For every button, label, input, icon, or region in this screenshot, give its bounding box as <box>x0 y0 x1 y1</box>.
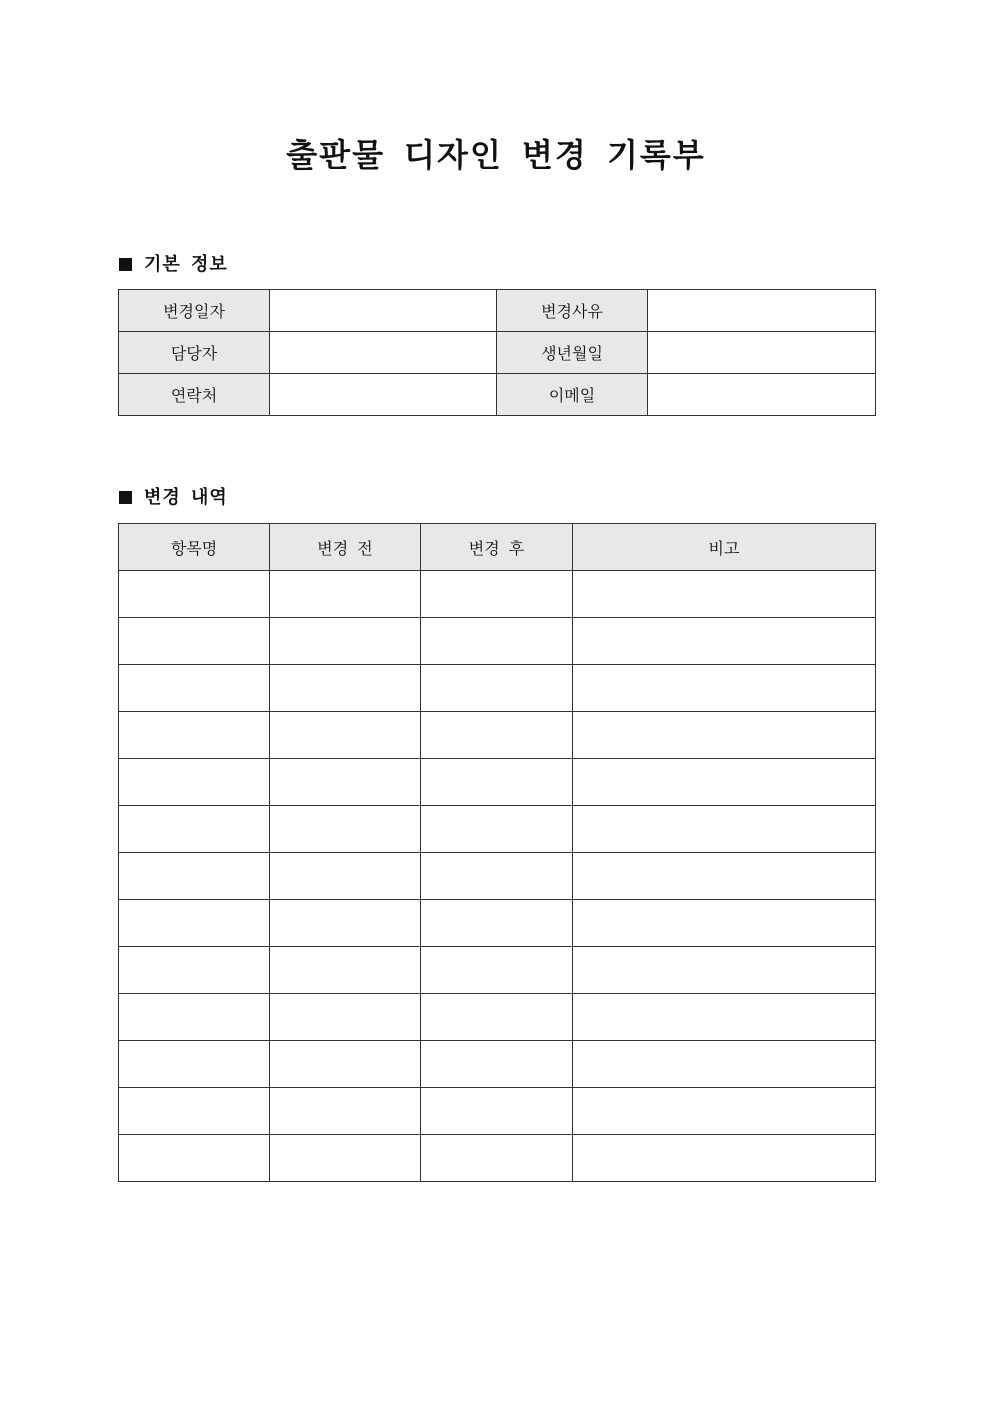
square-bullet-icon <box>119 258 132 271</box>
birth-date-field[interactable] <box>648 332 876 374</box>
after-cell[interactable] <box>421 853 573 900</box>
after-cell[interactable] <box>421 806 573 853</box>
after-cell[interactable] <box>421 947 573 994</box>
item-name-cell[interactable] <box>119 1135 270 1182</box>
remarks-cell[interactable] <box>573 1135 876 1182</box>
remarks-cell[interactable] <box>573 665 876 712</box>
table-row <box>119 853 876 900</box>
after-cell[interactable] <box>421 994 573 1041</box>
column-header-item-name: 항목명 <box>119 524 270 571</box>
after-cell[interactable] <box>421 759 573 806</box>
before-cell[interactable] <box>270 759 421 806</box>
remarks-cell[interactable] <box>573 759 876 806</box>
square-bullet-icon <box>119 491 132 504</box>
after-cell[interactable] <box>421 571 573 618</box>
after-cell[interactable] <box>421 665 573 712</box>
change-reason-label: 변경사유 <box>497 290 648 332</box>
item-name-cell[interactable] <box>119 900 270 947</box>
after-cell[interactable] <box>421 900 573 947</box>
table-row <box>119 332 876 374</box>
basic-info-table <box>118 289 876 416</box>
table-row <box>119 759 876 806</box>
column-header-before: 변경 전 <box>270 524 421 571</box>
remarks-cell[interactable] <box>573 900 876 947</box>
change-history-table <box>118 523 876 1182</box>
table-row <box>119 1135 876 1182</box>
table-header-row <box>119 524 876 571</box>
column-header-remarks: 비고 <box>573 524 876 571</box>
table-row <box>119 994 876 1041</box>
change-reason-field[interactable] <box>648 290 876 332</box>
after-cell[interactable] <box>421 618 573 665</box>
before-cell[interactable] <box>270 1088 421 1135</box>
before-cell[interactable] <box>270 1041 421 1088</box>
item-name-cell[interactable] <box>119 806 270 853</box>
before-cell[interactable] <box>270 947 421 994</box>
table-row <box>119 947 876 994</box>
before-cell[interactable] <box>270 806 421 853</box>
table-row <box>119 1088 876 1135</box>
basic-info-heading <box>119 253 228 277</box>
table-row <box>119 1041 876 1088</box>
table-row <box>119 900 876 947</box>
before-cell[interactable] <box>270 994 421 1041</box>
contact-field[interactable] <box>270 374 497 416</box>
table-row <box>119 712 876 759</box>
before-cell[interactable] <box>270 618 421 665</box>
column-header-after: 변경 후 <box>421 524 573 571</box>
remarks-cell[interactable] <box>573 994 876 1041</box>
item-name-cell[interactable] <box>119 853 270 900</box>
before-cell[interactable] <box>270 712 421 759</box>
change-date-field[interactable] <box>270 290 497 332</box>
before-cell[interactable] <box>270 665 421 712</box>
email-label: 이메일 <box>497 374 648 416</box>
contact-label: 연락처 <box>119 374 270 416</box>
table-row <box>119 806 876 853</box>
change-history-body <box>119 571 876 1182</box>
before-cell[interactable] <box>270 571 421 618</box>
table-row <box>119 571 876 618</box>
item-name-cell[interactable] <box>119 1041 270 1088</box>
item-name-cell[interactable] <box>119 571 270 618</box>
after-cell[interactable] <box>421 1041 573 1088</box>
item-name-cell[interactable] <box>119 712 270 759</box>
birth-date-label: 생년월일 <box>497 332 648 374</box>
change-history-heading-text: 변경 내역 <box>144 487 228 508</box>
item-name-cell[interactable] <box>119 759 270 806</box>
remarks-cell[interactable] <box>573 1088 876 1135</box>
remarks-cell[interactable] <box>573 806 876 853</box>
remarks-cell[interactable] <box>573 571 876 618</box>
change-date-label: 변경일자 <box>119 290 270 332</box>
remarks-cell[interactable] <box>573 853 876 900</box>
after-cell[interactable] <box>421 712 573 759</box>
manager-field[interactable] <box>270 332 497 374</box>
item-name-cell[interactable] <box>119 618 270 665</box>
item-name-cell[interactable] <box>119 1088 270 1135</box>
item-name-cell[interactable] <box>119 665 270 712</box>
remarks-cell[interactable] <box>573 1041 876 1088</box>
email-field[interactable] <box>648 374 876 416</box>
remarks-cell[interactable] <box>573 618 876 665</box>
remarks-cell[interactable] <box>573 712 876 759</box>
manager-label: 담당자 <box>119 332 270 374</box>
document-title: 출판물 디자인 변경 기록부 <box>286 136 706 174</box>
basic-info-heading-text: 기본 정보 <box>144 254 228 275</box>
table-row <box>119 290 876 332</box>
table-row <box>119 665 876 712</box>
before-cell[interactable] <box>270 900 421 947</box>
after-cell[interactable] <box>421 1088 573 1135</box>
table-row <box>119 618 876 665</box>
before-cell[interactable] <box>270 1135 421 1182</box>
table-row <box>119 374 876 416</box>
change-history-heading <box>119 486 228 510</box>
before-cell[interactable] <box>270 853 421 900</box>
item-name-cell[interactable] <box>119 947 270 994</box>
remarks-cell[interactable] <box>573 947 876 994</box>
item-name-cell[interactable] <box>119 994 270 1041</box>
after-cell[interactable] <box>421 1135 573 1182</box>
